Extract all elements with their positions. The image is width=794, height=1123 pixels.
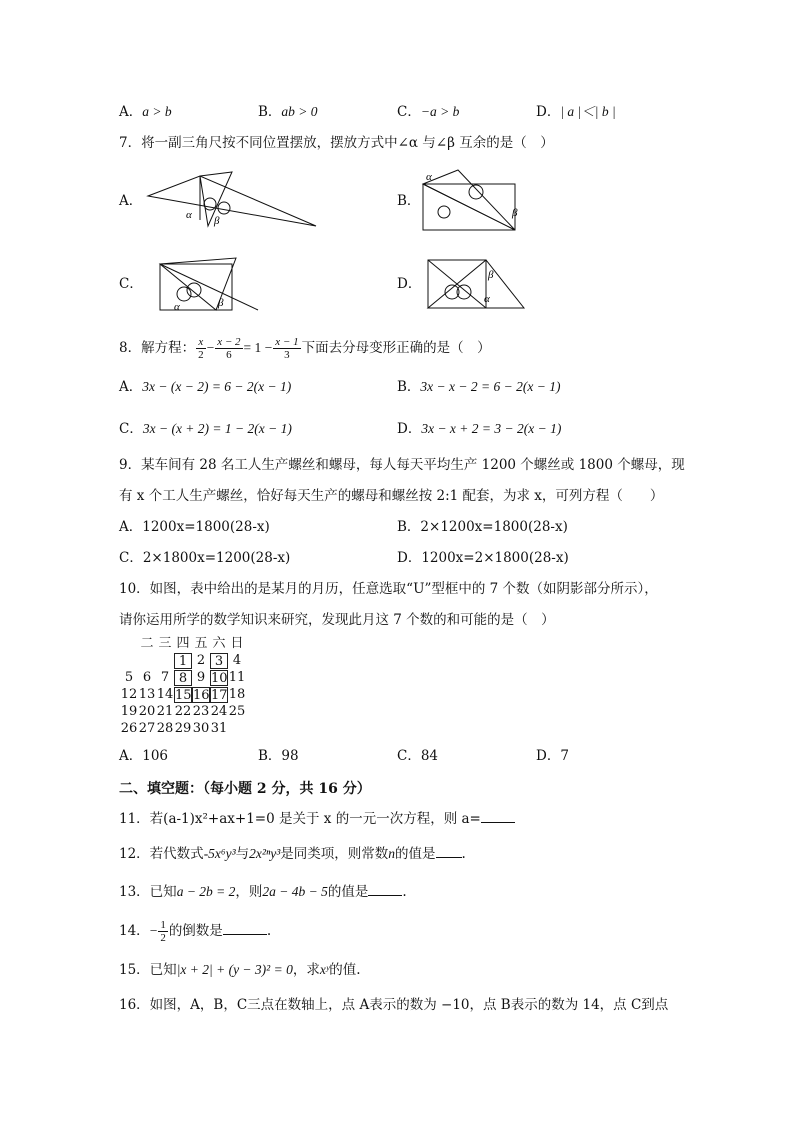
calendar-cell: 2 <box>196 653 206 668</box>
q10-option-a: A．106 <box>119 748 169 764</box>
q10-option-b: B．98 <box>258 748 299 764</box>
calendar-cell: 20 <box>138 704 156 719</box>
calendar-cell: 9 <box>196 670 206 685</box>
calendar-header-cell: 三 <box>158 636 172 651</box>
calendar-header-cell: 二 <box>140 636 154 651</box>
calendar-cell: 12 <box>120 687 138 702</box>
calendar-cell: 28 <box>156 721 174 736</box>
calendar-cell-highlighted: 15 <box>175 688 192 703</box>
calendar-header-cell: 五 <box>194 636 208 651</box>
calendar-cell: 11 <box>228 670 246 685</box>
q7-option-d-label: D． <box>397 276 422 292</box>
q9-option-b: B．2×1200x=1800(28-x) <box>397 519 568 535</box>
q7-d-alpha: α <box>484 293 490 305</box>
calendar-cell: 21 <box>156 704 174 719</box>
calendar-cell: 13 <box>138 687 156 702</box>
calendar-cell-highlighted: 17 <box>211 688 228 703</box>
calendar-cell-highlighted: 16 <box>193 688 210 703</box>
q6-option-a: A．a > b <box>119 104 172 120</box>
answer-blank <box>223 922 267 935</box>
calendar-header-cell: 日 <box>230 636 244 651</box>
calendar-cell: 14 <box>156 687 174 702</box>
q13: 13．已知a − 2b = 2，则2a − 4b − 5的值是 . <box>119 884 407 900</box>
calendar-cell-highlighted: 8 <box>174 670 192 686</box>
q7-stem: 7．将一副三角尺按不同位置摆放，摆放方式中∠α 与∠β 互余的是（ ） <box>119 135 554 151</box>
q7-c-alpha: α <box>174 301 180 313</box>
calendar-cell: 24 <box>210 704 228 719</box>
calendar-header-cell: 四 <box>176 636 190 651</box>
q8-option-b: B．3x − x − 2 = 6 − 2(x − 1) <box>397 379 561 395</box>
q8-option-d: D．3x − x + 2 = 3 − 2(x − 1) <box>397 421 562 437</box>
calendar-cell: 23 <box>192 704 210 719</box>
calendar-cell: 29 <box>174 721 192 736</box>
calendar-cell-highlighted: 1 <box>174 653 192 669</box>
q8-option-a: A．3x − (x − 2) = 6 − 2(x − 1) <box>119 379 292 395</box>
q7-c-beta: β <box>218 297 224 309</box>
calendar-cell: 5 <box>124 670 134 685</box>
q7-option-c-label: C． <box>119 276 143 292</box>
calendar-cell: 6 <box>142 670 152 685</box>
q9-option-c: C．2×1800x=1200(28-x) <box>119 550 291 566</box>
q9-line-2: 有 x 个工人生产螺丝，恰好每天生产的螺母和螺丝按 2:1 配套，为求 x，可列方程（ ） <box>119 488 664 504</box>
q7-a-alpha: α <box>186 209 192 221</box>
q8-option-c: C．3x − (x + 2) = 1 − 2(x − 1) <box>119 421 292 437</box>
q14: 14．− $\frac{1}{2}$ 的倒数是 . <box>119 919 272 944</box>
answer-blank <box>481 810 515 823</box>
calendar-cell: 19 <box>120 704 138 719</box>
q6-option-c: C．−a > b <box>397 104 460 120</box>
q7-figure-a <box>140 168 320 230</box>
q10-line-1: 10．如图，表中给出的是某月的月历，任意选取“U”型框中的 7 个数（如阴影部分所示）， <box>119 581 658 597</box>
calendar-cell-highlighted: 10 <box>211 671 228 686</box>
q10-line-2: 请你运用所学的数学知识来研究，发现此月这 7 个数的和可能的是（ ） <box>119 612 555 628</box>
q7-b-beta: β <box>512 207 518 219</box>
q6-option-d: D．| a |＜| b | <box>536 104 616 120</box>
q7-b-alpha: α <box>426 171 432 183</box>
q7-option-a-label: A． <box>119 193 143 209</box>
q9-option-a: A．1200x=1800(28-x) <box>119 519 270 535</box>
q8-stem: 8．解方程： $\frac{x}{2}$ − $\frac{x - 2}{6}$ = 1 − $\frac{x - 1}{3}$ 下面去分母变形正确的是（ ） <box>119 336 491 361</box>
q16: 16．如图，A，B，C三点在数轴上，点 A表示的数为 −10，点 B表示的数为 14，点 C到点 <box>119 997 669 1013</box>
q7-figure-d <box>424 256 530 312</box>
calendar-cell: 30 <box>192 721 210 736</box>
calendar-cell: 26 <box>120 721 138 736</box>
q7-a-beta: β <box>214 215 220 227</box>
section-2-title: 二、填空题：（每小题 2 分，共 16 分） <box>119 781 371 797</box>
calendar-header-cell: 六 <box>212 636 226 651</box>
calendar-cell: 31 <box>210 721 228 736</box>
q11: 11．若(a-1)x²+ax+1=0 是关于 x 的一元一次方程，则 a= <box>119 810 515 828</box>
q10-option-d: D．7 <box>536 748 569 764</box>
q7-option-b-label: B． <box>397 193 421 209</box>
answer-blank <box>368 883 402 896</box>
q6-option-b: B．ab > 0 <box>258 104 318 120</box>
calendar-cell: 4 <box>232 653 242 668</box>
calendar-cell: 25 <box>228 704 246 719</box>
calendar-cell: 22 <box>174 704 192 719</box>
q15: 15．已知|x + 2| + (y − 3)² = 0，求xʸ的值. <box>119 962 361 978</box>
q7-figure-c <box>150 256 260 316</box>
q7-figure-b <box>420 166 530 234</box>
q9-option-d: D．1200x=2×1800(28-x) <box>397 550 569 566</box>
q9-line-1: 9．某车间有 28 名工人生产螺丝和螺母，每人每天平均生产 1200 个螺丝或 1800 个螺母，现 <box>119 457 685 473</box>
calendar-cell: 27 <box>138 721 156 736</box>
calendar-cell: 18 <box>228 687 246 702</box>
q10-option-c: C．84 <box>397 748 439 764</box>
calendar-cell-highlighted: 3 <box>210 653 228 669</box>
answer-blank <box>436 845 462 858</box>
calendar-cell: 7 <box>160 670 170 685</box>
q7-d-beta: β <box>488 269 494 281</box>
q12: 12．若代数式-5x⁶y³与2x²ⁿy³是同类项，则常数n的值是 . <box>119 846 466 862</box>
